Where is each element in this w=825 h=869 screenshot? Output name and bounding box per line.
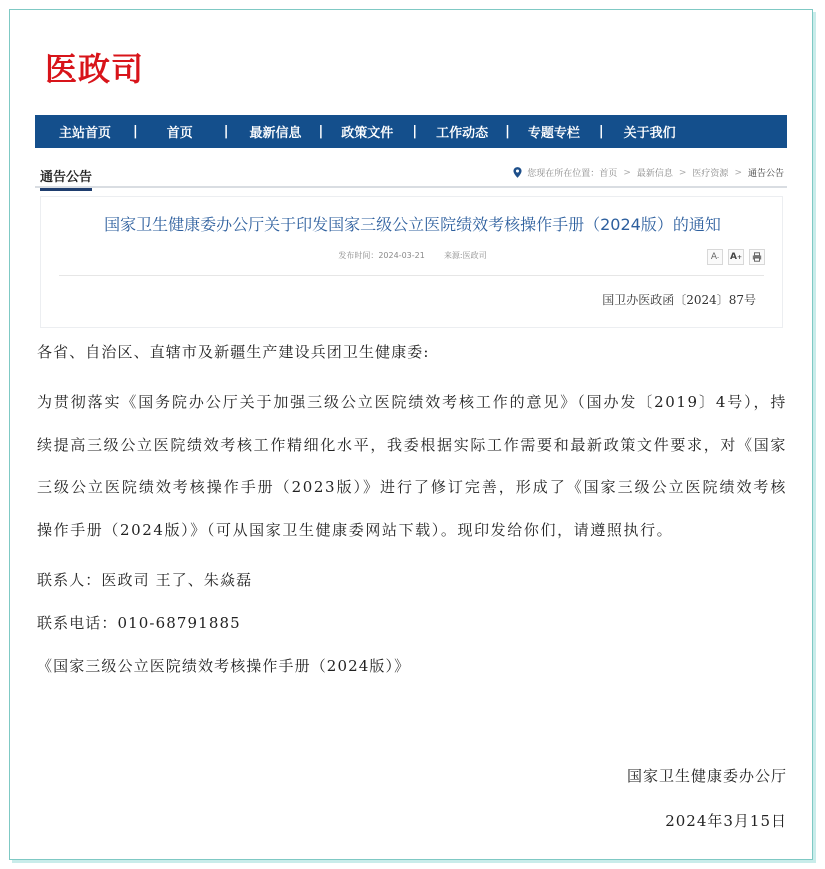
article-body <box>37 338 787 680</box>
main-nav <box>35 115 787 148</box>
document-number: 国卫办医政函〔2024〕87号 <box>602 293 756 307</box>
breadcrumb-resources[interactable]: 医疗资源 <box>692 169 729 179</box>
nav-separator: | <box>598 124 604 139</box>
addressee: 各省、自治区、直辖市及新疆生产建设兵团卫生健康委: <box>37 343 430 361</box>
nav-item-main-home[interactable]: 主站首页 <box>59 126 112 141</box>
nav-separator: | <box>318 124 324 139</box>
breadcrumb-arrow: > <box>734 167 742 178</box>
contact-person: 联系人：医政司 王了、朱焱磊 <box>37 571 253 589</box>
card-divider <box>59 275 764 276</box>
font-decrease-icon[interactable]: A - <box>707 249 723 265</box>
breadcrumb-latest[interactable]: 最新信息 <box>636 169 673 179</box>
nav-item-home[interactable]: 首页 <box>166 126 193 141</box>
publish-label: 发布时间： <box>338 251 379 260</box>
nav-item-topics[interactable]: 专题专栏 <box>527 126 580 141</box>
section-title: 通告公告 <box>40 166 92 191</box>
sign-date: 2024年3月15日 <box>665 812 787 830</box>
site-logo[interactable]: 医政司 <box>45 50 145 88</box>
breadcrumb-prefix: 您现在所在位置： <box>527 169 600 179</box>
source-label: 来源: <box>443 251 463 260</box>
section-header <box>35 158 787 188</box>
article-meta <box>41 250 784 261</box>
nav-item-work-news[interactable]: 工作动态 <box>436 126 489 141</box>
body-paragraph: 为贯彻落实《国务院办公厅关于加强三级公立医院绩效考核工作的意见》（国办发〔2019〕4号），持续提高三级公立医院绩效考核工作精细化水平，我委根据实际工作需要和最新政策文件要求，对《国家三级公立医院绩效考核操作手册（2023版）》进行了修订完善，形成了《国家三级公立医院绩效考核操作手册（2024版）》（可从国家卫生健康委网站下载）。现印发给你们，请遵照执行。 <box>37 393 787 539</box>
breadcrumb-arrow: > <box>623 167 631 178</box>
nav-separator: | <box>133 124 138 139</box>
print-icon[interactable] <box>749 249 765 265</box>
nav-separator: | <box>223 124 229 139</box>
nav-item-policy[interactable]: 政策文件 <box>341 126 394 141</box>
publish-date: 2024-03-21 <box>378 251 425 260</box>
article-title: 国家卫生健康委办公厅关于印发国家三级公立医院绩效考核操作手册（2024版）的通知 <box>104 215 721 234</box>
nav-separator: | <box>412 124 418 139</box>
breadcrumb-current: 通告公告 <box>747 169 784 179</box>
location-pin-icon <box>513 167 522 178</box>
breadcrumb-home[interactable]: 首页 <box>599 169 618 179</box>
font-increase-icon[interactable]: A + <box>728 249 744 265</box>
attachment-link[interactable]: 《国家三级公立医院绩效考核操作手册（2024版）》 <box>37 657 411 675</box>
article-tools <box>707 249 765 265</box>
contact-phone: 联系电话：010-68791885 <box>37 614 241 632</box>
source-value: 医政司 <box>462 251 487 260</box>
nav-separator: | <box>505 124 510 139</box>
signer: 国家卫生健康委办公厅 <box>626 767 787 785</box>
nav-item-about[interactable]: 关于我们 <box>623 126 676 141</box>
nav-item-latest[interactable]: 最新信息 <box>249 126 302 141</box>
article-header-card <box>40 196 783 328</box>
breadcrumb <box>513 166 784 179</box>
breadcrumb-arrow: > <box>678 167 687 178</box>
